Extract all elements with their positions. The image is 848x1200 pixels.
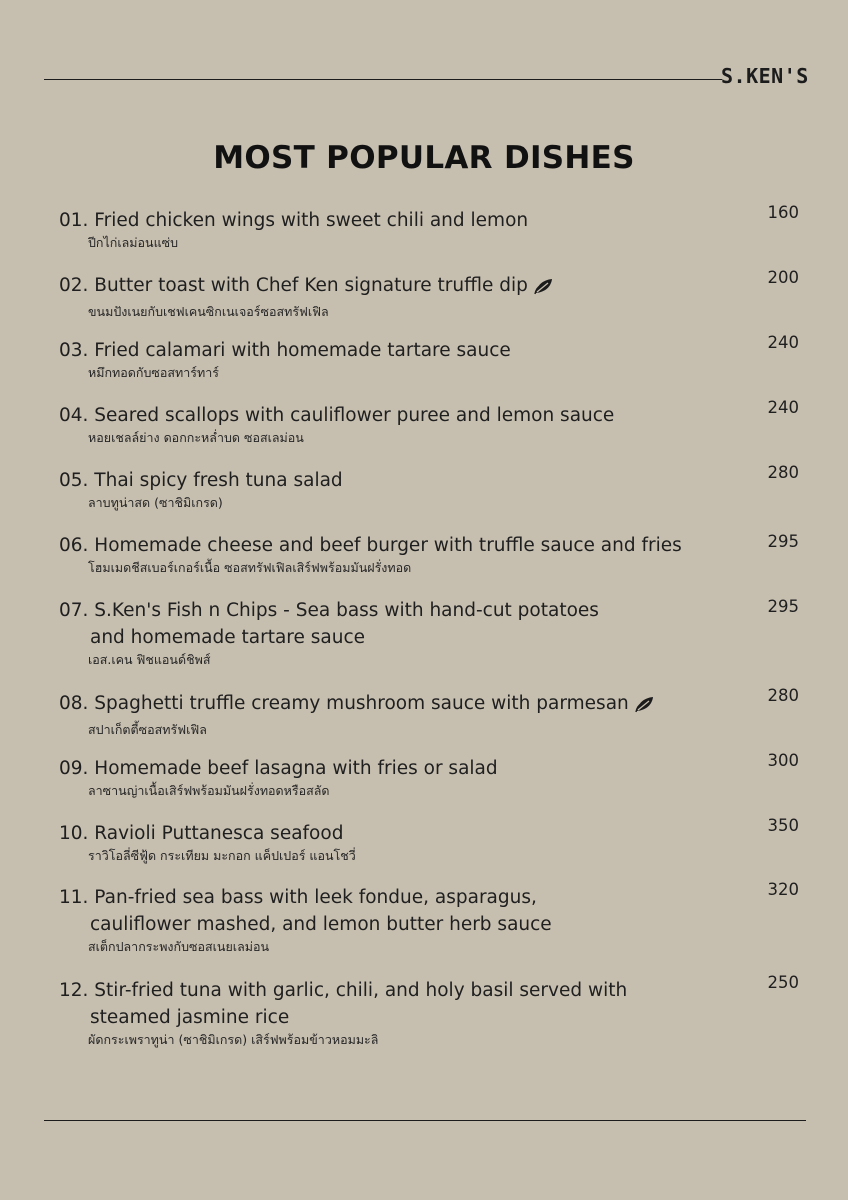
dish-name-thai: เอส.เคน ฟิชแอนด์ชิพส์ <box>88 652 211 667</box>
dish-price: 295 <box>767 597 799 616</box>
dish-price: 280 <box>767 463 799 482</box>
dish-name-thai: ลาซานญ่าเนื้อเสิร์ฟพร้อมมันฝรั่งทอดหรือสลัด <box>88 783 330 798</box>
menu-item <box>59 463 803 512</box>
menu-item <box>59 203 803 252</box>
dish-name-thai: สปาเก็ตตี้ซอสทรัฟเฟิล <box>88 722 207 737</box>
header-divider <box>44 79 722 80</box>
menu-item <box>59 532 803 577</box>
dish-name: 05. Thai spicy fresh tuna salad <box>59 470 343 491</box>
dish-name-thai: ราวิโอลี่ซีฟู้ด กระเทียม มะกอก แค็ปเปอร์ แอนโชวี่ <box>88 848 356 863</box>
dish-name-thai: โฮมเมดชีสเบอร์เกอร์เนื้อ ซอสทรัฟเฟิลเสิร์ฟพร้อมมันฝรั่งทอด <box>88 560 412 575</box>
dish-name: 08. Spaghetti truffle creamy mushroom sauce with parmesan <box>59 690 803 721</box>
dish-price: 240 <box>767 333 799 352</box>
menu-item <box>59 686 803 739</box>
menu-item <box>59 597 803 669</box>
leaf-icon <box>635 694 655 721</box>
dish-name: 01. Fried chicken wings with sweet chili and lemon <box>59 210 529 231</box>
dish-name: 12. Stir-fried tuna with garlic, chili, and holy basil served with steamed jasmine rice <box>59 980 628 1028</box>
dish-name-thai: สเต็กปลากระพงกับซอสเนยเลม่อน <box>88 939 270 954</box>
dish-price: 280 <box>767 686 799 705</box>
menu-item <box>59 880 803 956</box>
dish-name-thai: ขนมปังเนยกับเชฟเคนซิกเนเจอร์ซอสทรัฟเฟิล <box>88 304 329 319</box>
dish-name: 11. Pan-fried sea bass with leek fondue, asparagus, cauliflower mashed, and lemon butter herb sauce <box>59 887 552 935</box>
dish-name-thai: ลาบทูน่าสด (ซาชิมิเกรด) <box>88 495 223 510</box>
dish-name-thai: ปีกไก่เลม่อนแซ่บ <box>88 235 179 250</box>
dish-price: 295 <box>767 532 799 551</box>
dish-name-thai: ผัดกระเพราทูน่า (ซาชิมิเกรด) เสิร์ฟพร้อมข้าวหอมมะลิ <box>88 1032 379 1047</box>
menu-item <box>59 973 803 1049</box>
dish-name: 07. S.Ken's Fish n Chips - Sea bass with hand-cut potatoes and homemade tartare sauce <box>59 600 599 648</box>
dish-price: 160 <box>767 203 799 222</box>
menu-item <box>59 398 803 447</box>
dish-name: 10. Ravioli Puttanesca seafood <box>59 823 344 844</box>
brand-logo: S.KEN'S <box>721 64 809 88</box>
dish-name: 02. Butter toast with Chef Ken signature truffle dip <box>59 272 803 303</box>
menu-item <box>59 268 803 321</box>
leaf-icon <box>534 276 554 303</box>
dish-name: 04. Seared scallops with cauliflower puree and lemon sauce <box>59 405 615 426</box>
dish-price: 250 <box>767 973 799 992</box>
dish-price: 300 <box>767 751 799 770</box>
menu-item <box>59 333 803 382</box>
dish-price: 240 <box>767 398 799 417</box>
dish-name: 09. Homemade beef lasagna with fries or salad <box>59 758 498 779</box>
page-title: MOST POPULAR DISHES <box>213 140 635 176</box>
dish-name: 06. Homemade cheese and beef burger with truffle sauce and fries <box>59 535 682 556</box>
dish-price: 350 <box>767 816 799 835</box>
menu-item <box>59 751 803 800</box>
dish-price: 320 <box>767 880 799 899</box>
dish-name-thai: หมึกทอดกับซอสทาร์ทาร์ <box>88 365 219 380</box>
dish-name-thai: หอยเชลล์ย่าง ดอกกะหล่ำบด ซอสเลม่อน <box>88 430 304 445</box>
footer-divider <box>44 1120 806 1121</box>
dish-name: 03. Fried calamari with homemade tartare sauce <box>59 340 511 361</box>
menu-item <box>59 816 803 865</box>
dish-price: 200 <box>767 268 799 287</box>
